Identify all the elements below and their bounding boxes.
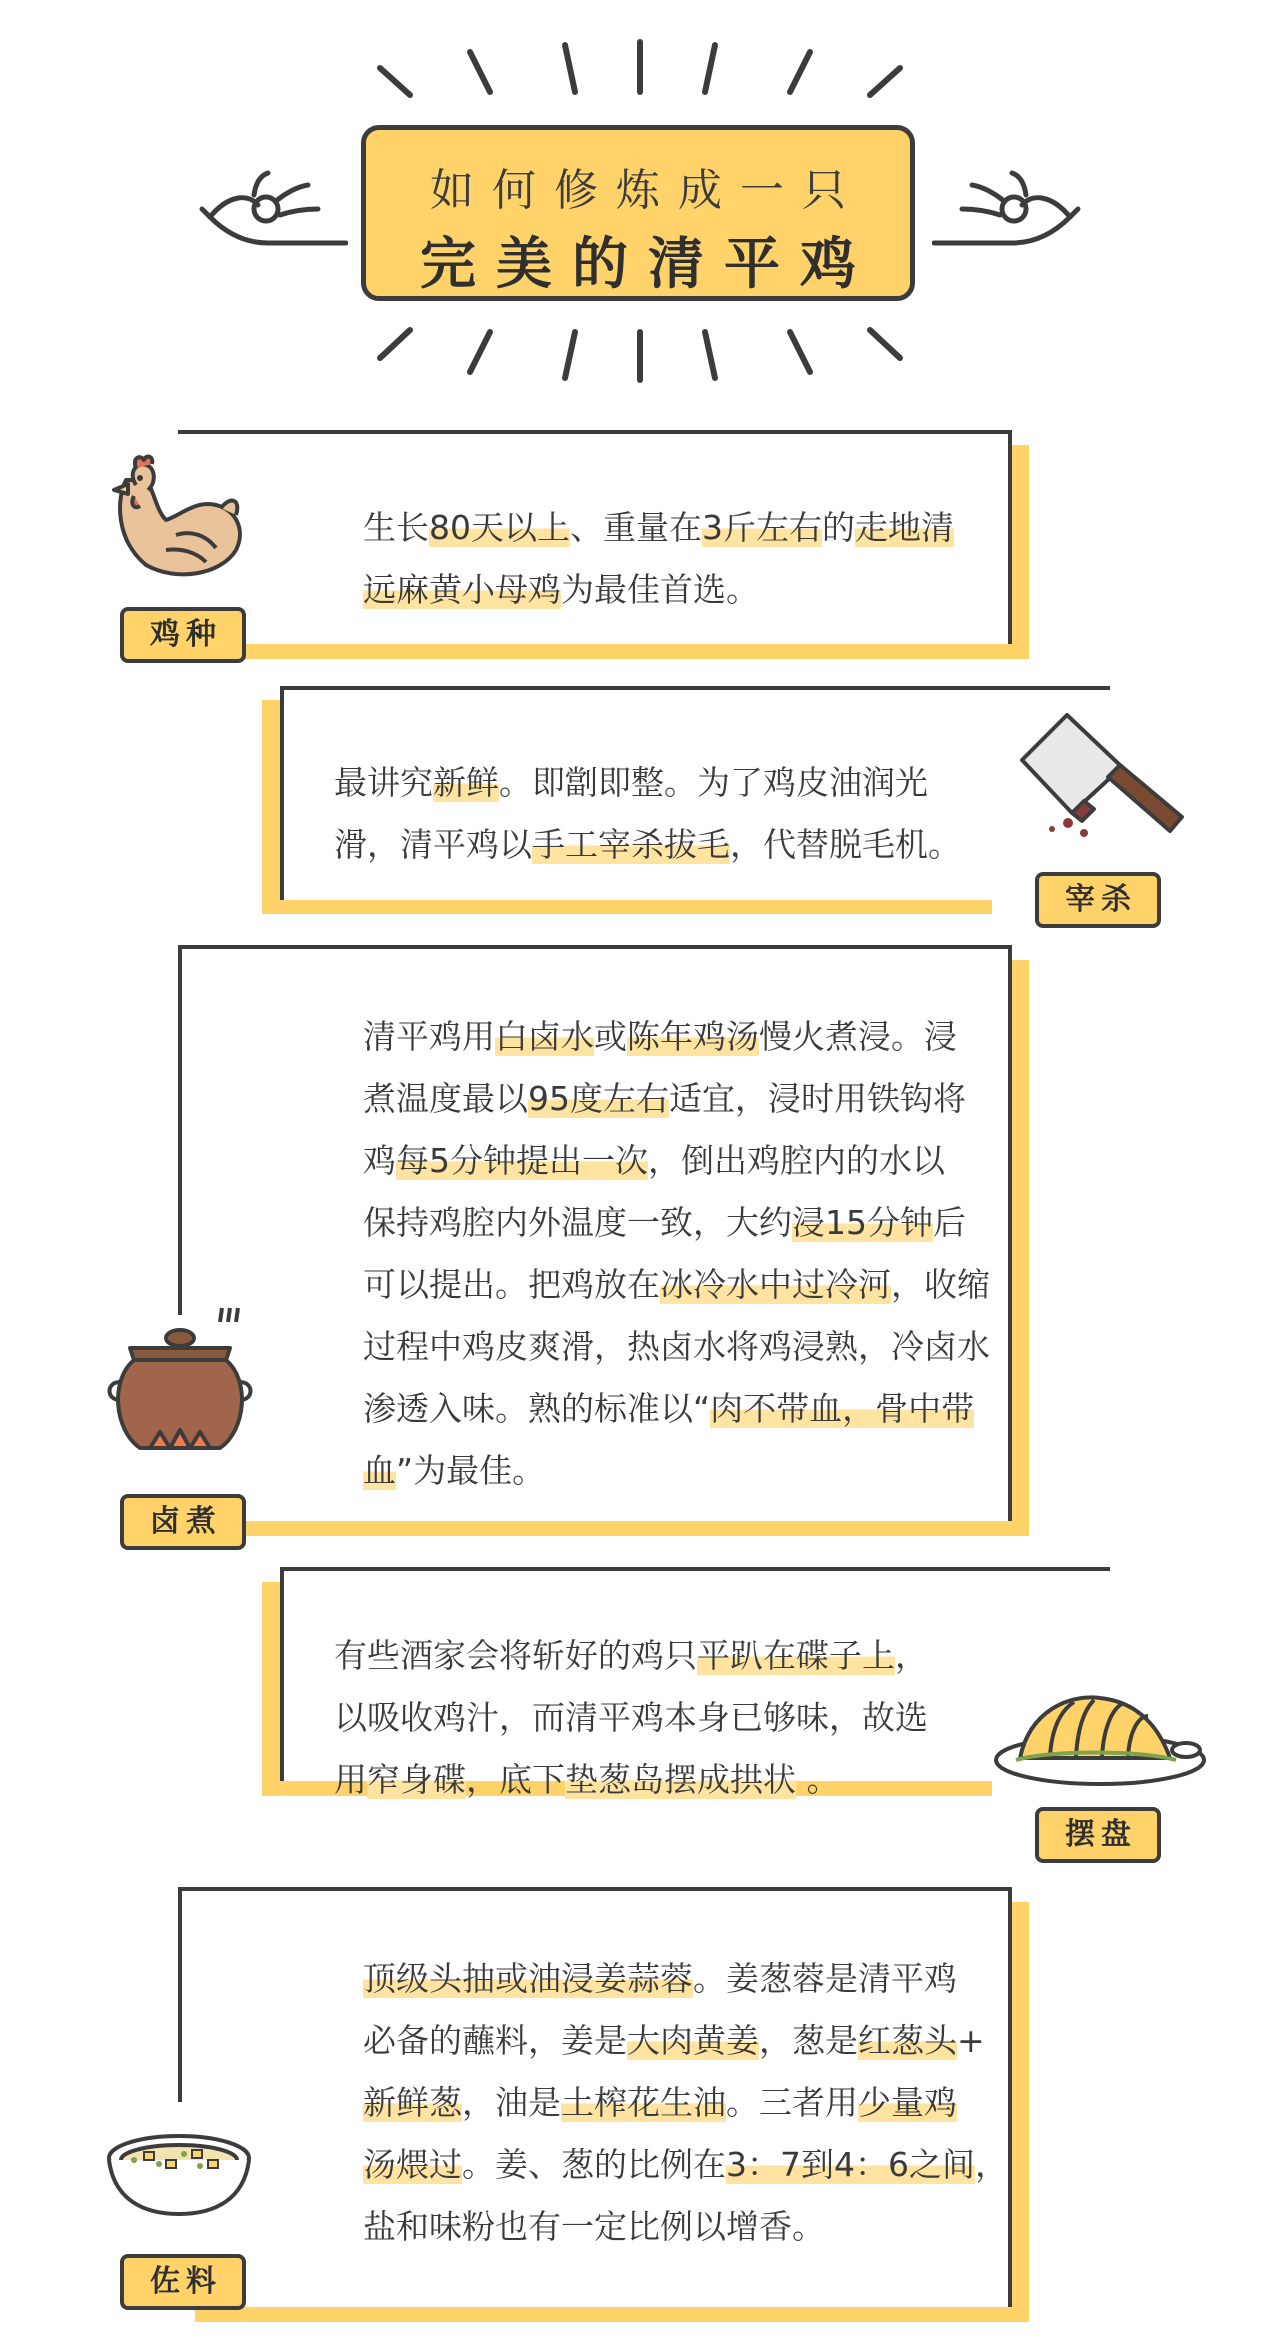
text-line bbox=[363, 559, 954, 621]
text-line bbox=[363, 497, 954, 559]
body-text: 保持鸡腔内外温度一致，大约 bbox=[363, 1203, 792, 1242]
highlighted-text: 80天以上 bbox=[429, 508, 570, 547]
body-text: 。三者用 bbox=[726, 2083, 858, 2122]
card-text-breed bbox=[363, 497, 954, 621]
body-text: 渗透入味。熟的标准以“ bbox=[363, 1389, 711, 1428]
highlighted-text: 平趴在碟子上 bbox=[697, 1636, 895, 1675]
highlighted-text: 红葱头 bbox=[858, 2021, 957, 2060]
highlighted-text: 新鲜 bbox=[433, 763, 499, 802]
text-line bbox=[363, 1192, 990, 1254]
body-text: 。即劏即整。为了鸡皮油润光 bbox=[499, 763, 928, 802]
text-line bbox=[334, 1625, 928, 1687]
body-text: ”为最佳。 bbox=[396, 1451, 546, 1490]
sauce-bowl-icon bbox=[104, 2130, 254, 2220]
tag-breed: 鸡种 bbox=[120, 607, 246, 663]
text-line bbox=[363, 2134, 1008, 2196]
body-text: 。姜葱蓉是清平鸡 bbox=[693, 1959, 957, 1998]
body-text: 有些酒家会将斩好的鸡只 bbox=[334, 1636, 697, 1675]
text-line bbox=[363, 2196, 1008, 2258]
text-line bbox=[334, 1749, 928, 1811]
highlighted-text: 走地清 bbox=[855, 508, 954, 547]
body-text: 生长 bbox=[363, 508, 429, 547]
body-text: 慢火煮浸。浸 bbox=[759, 1017, 957, 1056]
text-line bbox=[363, 1006, 990, 1068]
text-line bbox=[363, 1378, 990, 1440]
chicken-icon bbox=[96, 440, 246, 590]
card-text-plating bbox=[334, 1625, 928, 1811]
hand-ok-icon-right bbox=[932, 165, 1082, 265]
highlighted-text: 大肉黄姜 bbox=[627, 2021, 759, 2060]
text-line bbox=[334, 1687, 928, 1749]
body-text: 鸡 bbox=[363, 1141, 396, 1180]
body-text: ， bbox=[974, 2145, 1008, 2184]
text-line bbox=[363, 1254, 990, 1316]
body-text: ，葱是 bbox=[759, 2021, 858, 2060]
body-text: 的 bbox=[822, 508, 855, 547]
body-text: 清平鸡用 bbox=[363, 1017, 495, 1056]
body-text: 过程中鸡皮爽滑，热卤水将鸡浸熟，冷卤水 bbox=[363, 1327, 990, 1366]
body-text: 盐和味粉也有一定比例以增香。 bbox=[363, 2207, 825, 2246]
highlighted-text: 窄身碟 bbox=[367, 1760, 466, 1799]
body-text: 最讲究 bbox=[334, 763, 433, 802]
highlighted-text: 汤煨过 bbox=[363, 2145, 462, 2184]
tag-braise: 卤煮 bbox=[120, 1494, 246, 1550]
body-text: ，油是 bbox=[462, 2083, 561, 2122]
tag-plating: 摆盘 bbox=[1035, 1807, 1161, 1863]
highlighted-text: 顶级头抽或油浸姜蒜蓉 bbox=[363, 1959, 693, 1998]
card-text-slaughter bbox=[334, 752, 961, 876]
body-text: ， bbox=[895, 1636, 928, 1675]
highlighted-text: 手工宰杀拔毛 bbox=[532, 825, 730, 864]
sliced-chicken-plate-icon bbox=[990, 1680, 1210, 1790]
text-line bbox=[363, 1316, 990, 1378]
body-text: 适宜，浸时用铁钩将 bbox=[669, 1079, 966, 1118]
body-text: 或 bbox=[594, 1017, 627, 1056]
highlighted-text: 肉不带血，骨中带 bbox=[710, 1389, 975, 1428]
body-text: + bbox=[957, 2021, 985, 2060]
body-text: ，代替脱毛机。 bbox=[730, 825, 961, 864]
tag-slaughter: 宰杀 bbox=[1035, 872, 1161, 928]
body-text: 、重量在 bbox=[570, 508, 702, 547]
highlighted-text: 土榨花生油 bbox=[561, 2083, 726, 2122]
text-line bbox=[334, 752, 961, 814]
body-text: 用 bbox=[334, 1760, 367, 1799]
body-text: ，底下 bbox=[466, 1760, 565, 1799]
cleaver-icon bbox=[1012, 705, 1192, 845]
text-line bbox=[363, 1948, 1008, 2010]
text-line bbox=[363, 1068, 990, 1130]
body-text: 煮温度最以 bbox=[363, 1079, 528, 1118]
text-line bbox=[363, 1440, 990, 1502]
body-text: 后 bbox=[933, 1203, 966, 1242]
text-line bbox=[363, 2072, 1008, 2134]
highlighted-text: 血 bbox=[363, 1451, 396, 1490]
clay-pot-icon bbox=[100, 1300, 260, 1480]
title-banner bbox=[361, 125, 915, 301]
highlighted-text: 浸15分钟 bbox=[792, 1203, 933, 1242]
highlighted-text: 远麻黄小母鸡 bbox=[363, 570, 561, 609]
body-text: 。姜、葱的比例在 bbox=[462, 2145, 726, 2184]
highlighted-text: 95度左右 bbox=[528, 1079, 669, 1118]
body-text: 可以提出。把鸡放在 bbox=[363, 1265, 660, 1304]
body-text: ，收缩 bbox=[891, 1265, 990, 1304]
text-line bbox=[334, 814, 961, 876]
hand-ok-icon-left bbox=[198, 165, 348, 265]
body-text: 。 bbox=[796, 1760, 840, 1799]
card-text-braise bbox=[363, 1006, 990, 1502]
title-line-2: 完美的清平鸡 bbox=[420, 232, 876, 297]
highlighted-text: 垫葱岛摆成拱状 bbox=[565, 1760, 796, 1799]
card-braise-left-edge bbox=[178, 945, 182, 1315]
highlighted-text: 少量鸡 bbox=[858, 2083, 957, 2122]
highlighted-text: 白卤水 bbox=[495, 1017, 594, 1056]
body-text: ，倒出鸡腔内的水以 bbox=[648, 1141, 945, 1180]
body-text: 为最佳首选。 bbox=[561, 570, 759, 609]
text-line bbox=[363, 1130, 990, 1192]
highlighted-text: 每5分钟提出一次 bbox=[396, 1141, 648, 1180]
body-text: 滑，清平鸡以 bbox=[334, 825, 532, 864]
tag-condiment: 佐料 bbox=[120, 2254, 246, 2310]
body-text: 必备的蘸料，姜是 bbox=[363, 2021, 627, 2060]
highlighted-text: 新鲜葱 bbox=[363, 2083, 462, 2122]
text-line bbox=[363, 2010, 1008, 2072]
highlighted-text: 3斤左右 bbox=[702, 508, 822, 547]
highlighted-text: 3：7到4：6之间 bbox=[726, 2145, 975, 2184]
body-text: 以吸收鸡汁，而清平鸡本身已够味，故选 bbox=[334, 1698, 928, 1737]
card-condiment-left-edge bbox=[178, 1887, 182, 2102]
highlighted-text: 陈年鸡汤 bbox=[627, 1017, 759, 1056]
title-line-1: 如何修炼成一只 bbox=[430, 165, 864, 216]
highlighted-text: 冰冷水中过冷河 bbox=[660, 1265, 891, 1304]
card-text-condiment bbox=[363, 1948, 1008, 2258]
